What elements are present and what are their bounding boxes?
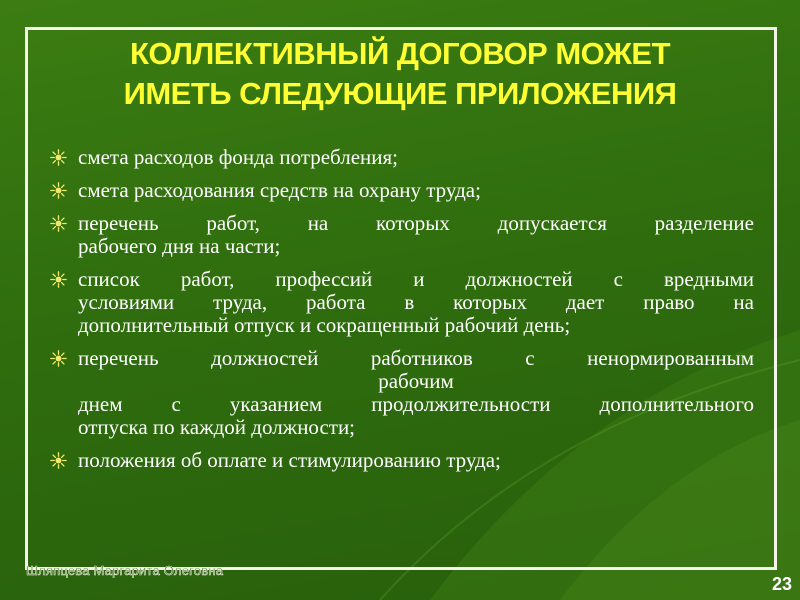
list-item xyxy=(48,268,754,337)
list-item xyxy=(48,212,754,258)
item-text-line: рабочего дня на части; xyxy=(78,234,281,258)
starburst-bullet-icon xyxy=(50,182,67,199)
item-text-line: отпуска по каждой должности; xyxy=(78,415,356,439)
title-line-2: ИМЕТЬ СЛЕДУЮЩИЕ ПРИЛОЖЕНИЯ xyxy=(123,76,677,111)
slide-title xyxy=(40,34,760,114)
item-text: положения об оплате и стимулированию труда; xyxy=(78,448,501,472)
list-item xyxy=(48,179,754,202)
item-text: смета расходования средств на охрану труда; xyxy=(78,178,481,202)
starburst-bullet-icon xyxy=(50,350,67,367)
starburst-bullet-icon xyxy=(50,271,67,288)
item-text: смета расходов фонда потребления; xyxy=(78,145,398,169)
item-text-line: перечень должностей работников с ненормированным xyxy=(78,346,754,370)
list-item xyxy=(48,347,754,439)
item-text-line: перечень работ, на которых допускается разделение xyxy=(78,211,754,235)
title-line-1: КОЛЛЕКТИВНЫЙ ДОГОВОР МОЖЕТ xyxy=(129,36,671,71)
list-item xyxy=(48,146,754,169)
item-text-line: дополнительный отпуск и сокращенный рабочий день; xyxy=(78,313,571,337)
item-text-line: днем с указанием продолжительности дополнительного xyxy=(78,392,754,416)
page-number: 23 xyxy=(771,574,792,594)
item-text-line: рабочим xyxy=(378,369,454,393)
starburst-bullet-icon xyxy=(50,215,67,232)
item-text-line: список работ, профессий и должностей с вредными xyxy=(78,267,754,291)
starburst-bullet-icon xyxy=(50,149,67,166)
author-name: Шляпцева Маргарита Олеговна xyxy=(26,563,224,578)
item-text-line: условиями труда, работа в которых дает право на xyxy=(78,290,754,314)
bullet-list xyxy=(48,146,754,482)
list-item xyxy=(48,449,754,472)
starburst-bullet-icon xyxy=(50,452,67,469)
